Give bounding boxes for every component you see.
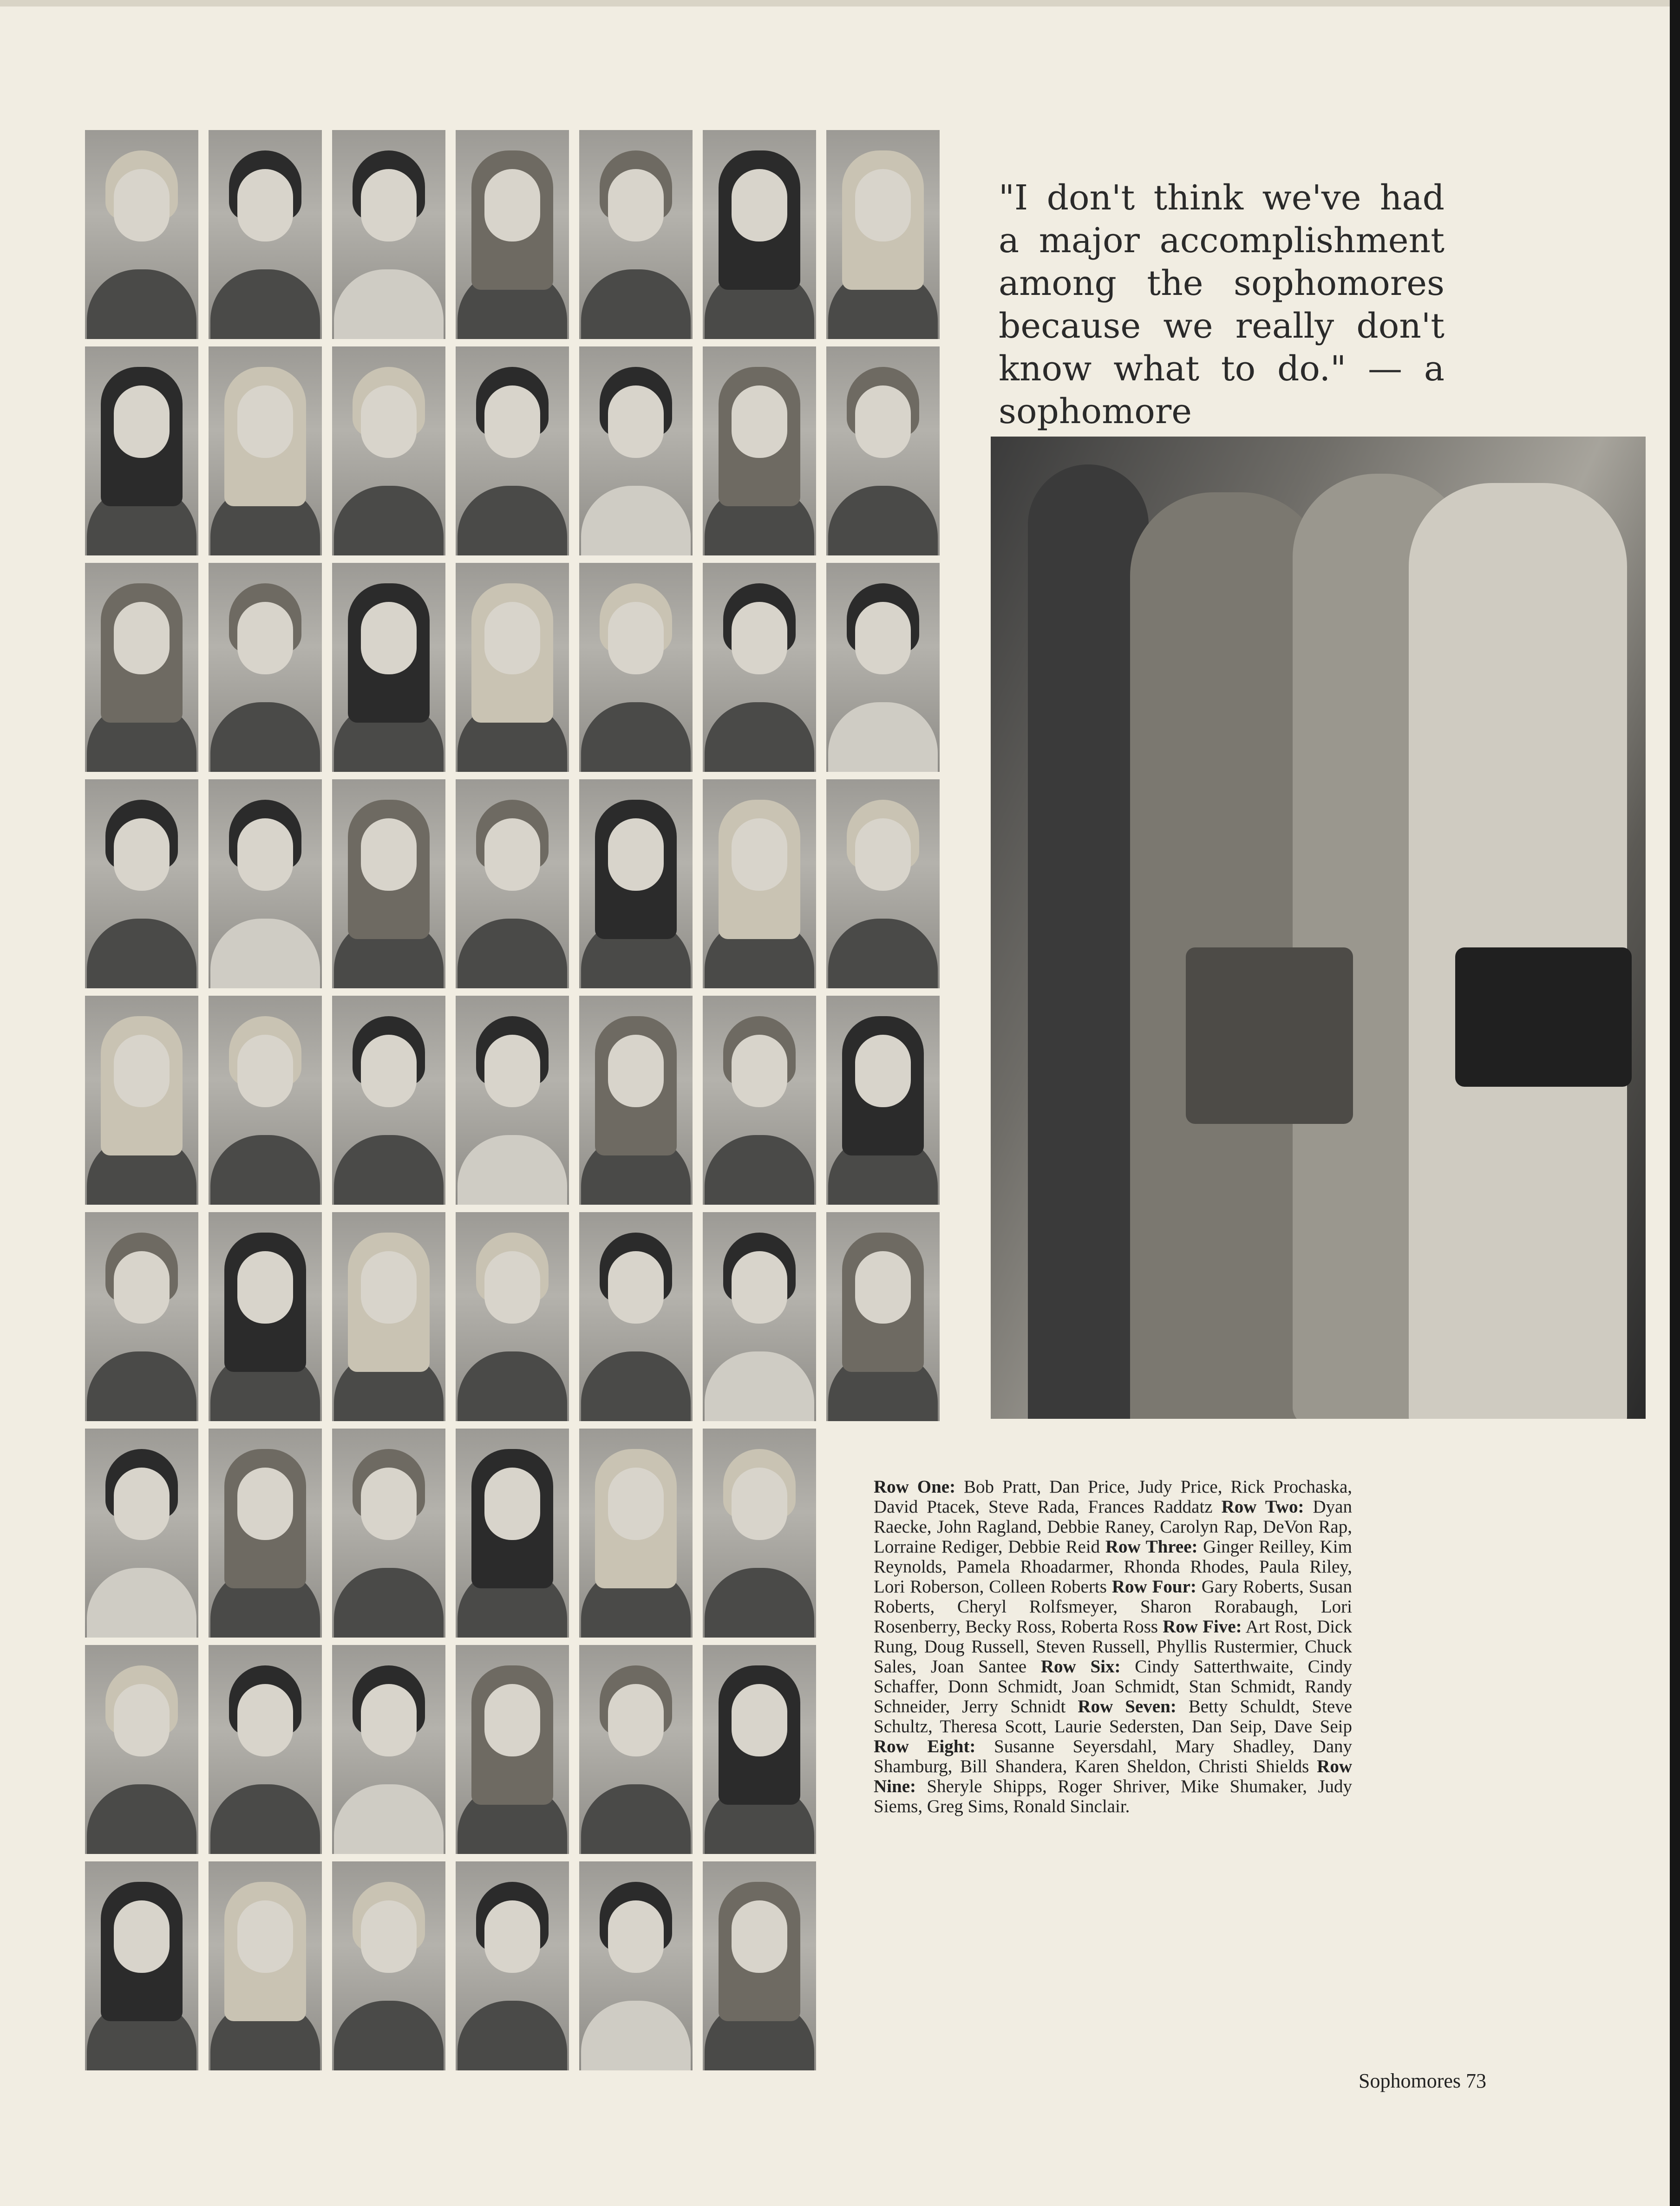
student-portrait <box>456 130 569 339</box>
student-portrait <box>579 346 693 555</box>
student-portrait <box>209 1861 322 2070</box>
student-portrait <box>209 130 322 339</box>
student-portrait <box>332 1212 445 1421</box>
student-portrait <box>85 346 198 555</box>
student-portrait <box>332 346 445 555</box>
caption-row-names: Cindy Satterthwaite, Cindy Schaffer, Donn Schmidt, Joan Schmidt, Stan Schmidt, Randy Schneider, Jerry Schnidt <box>874 1657 1352 1717</box>
page-top-edge <box>0 0 1680 7</box>
student-portrait <box>456 1429 569 1638</box>
student-portrait <box>332 1861 445 2070</box>
caption-row-names: Sheryle Shipps, Roger Shriver, Mike Shumaker, Judy Siems, Greg Sims, Ronald Sinclair. <box>874 1776 1352 1816</box>
student-portrait <box>826 1212 940 1421</box>
candid-photo <box>991 437 1646 1419</box>
caption-row-names: Susanne Seyersdahl, Mary Shadley, Dany Shamburg, Bill Shandera, Karen Sheldon, Christi Shields <box>874 1736 1353 1776</box>
student-portrait <box>209 996 322 1205</box>
caption-row-names: Dyan Raecke, John Ragland, Debbie Raney, Carolyn Rap, DeVon Rap, Lorraine Rediger, Debbie Reid <box>874 1497 1352 1557</box>
student-portrait <box>703 1212 816 1421</box>
student-portrait <box>85 1429 198 1638</box>
student-portrait <box>332 1429 445 1638</box>
student-portrait <box>703 563 816 772</box>
student-portrait <box>456 1212 569 1421</box>
student-portrait <box>826 996 940 1205</box>
student-portrait <box>456 346 569 555</box>
caption-row-label: Row Nine: <box>874 1756 1352 1796</box>
student-portrait <box>85 996 198 1205</box>
student-portrait <box>456 996 569 1205</box>
student-portrait <box>826 563 940 772</box>
page-folio: Sophomores 73 <box>1359 2069 1486 2092</box>
student-portrait <box>85 130 198 339</box>
student-portrait <box>85 1212 198 1421</box>
caption-row-label: Row One: <box>874 1477 956 1497</box>
caption-row-label: Row Eight: <box>874 1736 976 1756</box>
student-portrait <box>209 1429 322 1638</box>
caption-row-names: Gary Roberts, Susan Roberts, Cheryl Rolfsmeyer, Sharon Rorabaugh, Lori Rosenberry, Becky Ross, Roberta Ross <box>874 1577 1352 1637</box>
student-portrait <box>826 346 940 555</box>
student-portrait <box>579 1429 693 1638</box>
student-portrait <box>209 563 322 772</box>
student-portrait <box>332 130 445 339</box>
page-binding-edge <box>1670 0 1680 2206</box>
student-portrait <box>703 130 816 339</box>
student-portrait <box>209 1212 322 1421</box>
caption-names <box>874 1477 1352 1816</box>
student-portrait <box>332 563 445 772</box>
student-portrait <box>579 563 693 772</box>
caption-row-label: Row Four: <box>1111 1577 1196 1597</box>
caption-row-names: Ginger Reilley, Kim Reynolds, Pamela Rhoadarmer, Rhonda Rhodes, Paula Riley, Lori Roberson, Colleen Roberts <box>874 1537 1352 1597</box>
student-portrait <box>456 563 569 772</box>
student-portrait <box>703 346 816 555</box>
caption-row-label: Row Seven: <box>1078 1697 1177 1717</box>
student-portrait <box>456 779 569 988</box>
student-portrait <box>579 1645 693 1854</box>
student-portrait <box>579 996 693 1205</box>
student-portrait <box>456 1645 569 1854</box>
caption-row-label: Row Two: <box>1221 1497 1304 1517</box>
caption-row-label: Row Five: <box>1163 1617 1242 1637</box>
pull-quote: "I don't think we've had a major accomplishment among the sophomores because we really don't know what to do." — a sophomore <box>999 178 1445 431</box>
student-portrait <box>579 1212 693 1421</box>
student-portrait <box>332 779 445 988</box>
student-portrait <box>209 1645 322 1854</box>
student-portrait <box>703 1861 816 2070</box>
caption-row-names: Bob Pratt, Dan Price, Judy Price, Rick Prochaska, David Ptacek, Steve Rada, Frances Raddatz <box>874 1477 1352 1517</box>
student-portrait <box>703 1429 816 1638</box>
student-portrait <box>579 1861 693 2070</box>
student-portrait <box>209 779 322 988</box>
student-portrait <box>332 1645 445 1854</box>
student-portrait <box>703 996 816 1205</box>
student-portrait <box>85 1861 198 2070</box>
caption-row-label: Row Three: <box>1105 1537 1198 1557</box>
student-portrait <box>826 130 940 339</box>
student-portrait <box>826 779 940 988</box>
student-portrait <box>579 130 693 339</box>
student-portrait <box>703 1645 816 1854</box>
caption-row-names: Betty Schuldt, Steve Schultz, Theresa Scott, Laurie Sedersten, Dan Seip, Dave Seip <box>874 1697 1353 1736</box>
student-portrait <box>332 996 445 1205</box>
student-portrait <box>85 779 198 988</box>
caption-row-names: Art Rost, Dick Rung, Doug Russell, Steven Russell, Phyllis Rustermier, Chuck Sales, Joan Santee <box>874 1617 1352 1677</box>
student-portrait <box>456 1861 569 2070</box>
student-portrait <box>85 1645 198 1854</box>
caption-row-label: Row Six: <box>1040 1657 1121 1677</box>
student-portrait <box>209 346 322 555</box>
student-portrait <box>579 779 693 988</box>
student-portrait <box>703 779 816 988</box>
student-portrait <box>85 563 198 772</box>
